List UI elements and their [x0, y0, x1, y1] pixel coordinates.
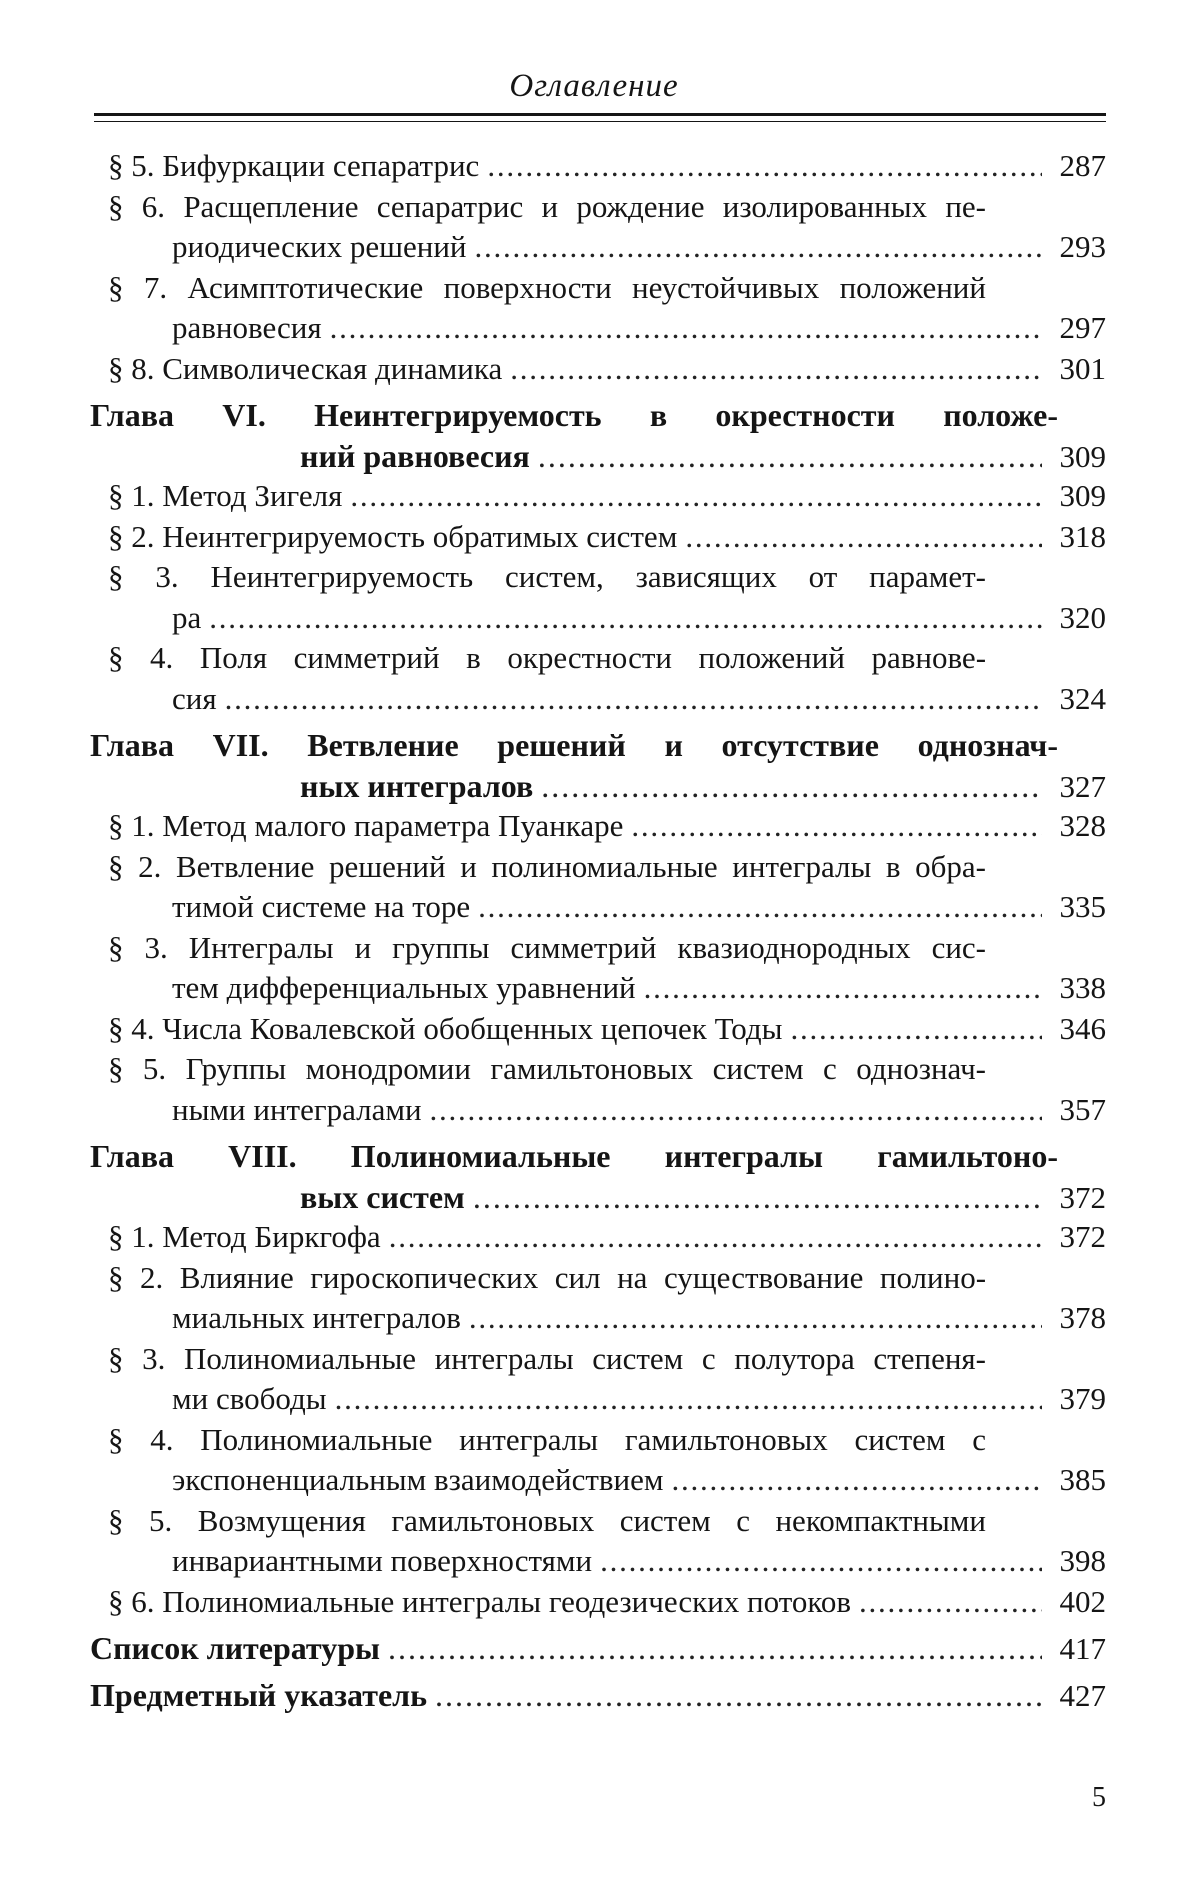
toc-chapter-entry — [0, 1136, 1200, 1217]
toc-entry-title — [172, 1298, 461, 1339]
toc-line — [0, 887, 1200, 928]
toc-entry-number: § 4. — [108, 1421, 174, 1457]
toc-entry-text: Расщепление сепаратрис и рождение изолированных пе- — [183, 188, 987, 224]
toc-line — [0, 395, 1200, 436]
toc-section-entry — [0, 847, 1200, 928]
table-of-contents — [0, 146, 1200, 1715]
toc-entry-text: Поля симметрий в окрестности положений равнове- — [199, 640, 987, 675]
dot-leader — [487, 146, 1042, 187]
toc-entry-title — [300, 766, 533, 807]
toc-line — [0, 1090, 1200, 1131]
toc-entry-title — [108, 847, 986, 888]
toc-entry-title — [108, 1217, 381, 1258]
toc-entry-title — [108, 928, 986, 969]
toc-entry-title — [300, 436, 530, 477]
toc-entry-number: § 4. — [108, 1010, 155, 1046]
toc-entry-text: Числа Ковалевской обобщенных цепочек Тоды — [162, 1010, 783, 1046]
toc-entry-title — [108, 146, 479, 187]
dot-leader — [430, 1090, 1042, 1131]
toc-entry-text: миальных интегралов — [172, 1300, 461, 1335]
dot-leader — [473, 1177, 1042, 1218]
toc-entry-text: ными интегралами — [172, 1091, 422, 1127]
toc-page-number: 417 — [1059, 1631, 1106, 1666]
toc-entry-title — [108, 349, 502, 390]
toc-entry-number: § 5. — [108, 1051, 167, 1086]
toc-entry-text: тем дифференциальных уравнений — [172, 970, 636, 1005]
toc-entry-text: Список литературы — [90, 1630, 380, 1666]
toc-entry-number: § 2. — [108, 1259, 164, 1295]
toc-entry-title — [172, 1379, 327, 1420]
dot-leader — [475, 227, 1043, 268]
toc-entry-title — [172, 1541, 592, 1582]
toc-line — [0, 1675, 1200, 1716]
toc-page-number: 427 — [1059, 1677, 1106, 1713]
dot-leader — [510, 349, 1042, 390]
toc-entry-title — [90, 1675, 427, 1716]
toc-section-entry — [0, 1339, 1200, 1420]
toc-entry-number: § 5. — [108, 1502, 173, 1538]
dot-leader — [478, 887, 1042, 928]
toc-entry-text: Бифуркации сепаратрис — [162, 148, 480, 183]
toc-page-number: 287 — [1059, 148, 1106, 183]
toc-line — [0, 806, 1200, 847]
toc-entry-text: Неинтегрируемость обратимых систем — [162, 518, 678, 554]
toc-entry-title — [108, 557, 986, 598]
toc-entry-title — [172, 968, 636, 1009]
toc-entry-title — [108, 1009, 782, 1050]
dot-leader — [335, 1379, 1042, 1420]
toc-line — [0, 1628, 1200, 1669]
toc-entry-number: § 3. — [108, 1340, 166, 1376]
toc-page-number: 372 — [1059, 1219, 1106, 1254]
toc-page-number: 357 — [1059, 1091, 1106, 1127]
toc-section-entry — [0, 349, 1200, 390]
toc-entry-text: Полиномиальные интегралы геодезических потоков — [162, 1583, 851, 1619]
dot-leader — [685, 517, 1042, 558]
dot-leader — [600, 1541, 1042, 1582]
toc-entry-title — [108, 517, 677, 558]
toc-section-entry — [0, 1582, 1200, 1623]
toc-line — [0, 1009, 1200, 1050]
dot-leader — [631, 806, 1042, 847]
dot-leader — [469, 1298, 1042, 1339]
toc-entry-title — [108, 806, 623, 847]
toc-line — [0, 517, 1200, 558]
toc-line — [0, 1049, 1200, 1090]
toc-entry-text: тимой системе на торе — [172, 889, 471, 924]
toc-page-number: 385 — [1059, 1462, 1106, 1497]
toc-entry-number: § 2. — [108, 848, 162, 884]
toc-entry-text: сия — [172, 680, 217, 716]
toc-entry-number: Глава VII. — [90, 727, 269, 763]
toc-entry-title — [90, 725, 1058, 766]
toc-section-entry — [0, 146, 1200, 187]
toc-entry-number: § 7. — [108, 269, 168, 305]
toc-section-entry — [0, 268, 1200, 349]
toc-entry-title — [108, 1258, 986, 1299]
toc-entry-title — [108, 1582, 851, 1623]
toc-section-entry — [0, 517, 1200, 558]
dot-leader — [541, 766, 1042, 807]
toc-section-entry — [0, 1258, 1200, 1339]
toc-entry-text: ра — [172, 599, 202, 635]
toc-entry-text: Неинтегрируемость систем, зависящих от парамет- — [210, 559, 987, 594]
toc-line — [0, 1217, 1200, 1258]
toc-section-entry — [0, 638, 1200, 719]
toc-entry-text: Полиномиальные интегралы гамильтоно- — [350, 1138, 1058, 1174]
toc-line — [0, 1501, 1200, 1542]
toc-line — [0, 1177, 1200, 1218]
toc-line — [0, 1460, 1200, 1501]
toc-entry-text: Ветвление решений и отсутствие однознач- — [307, 727, 1059, 763]
toc-entry-text: Символическая динамика — [162, 350, 503, 386]
dot-leader — [209, 598, 1042, 639]
toc-entry-text: Неинтегрируемость в окрестности положе- — [314, 397, 1059, 433]
toc-entry-number: § 8. — [108, 350, 155, 386]
dot-leader — [790, 1009, 1042, 1050]
toc-entry-text: Метод малого параметра Пуанкаре — [162, 808, 624, 843]
toc-entry-title — [108, 476, 342, 517]
toc-entry-number: § 6. — [108, 188, 166, 224]
toc-entry-number: § 3. — [108, 559, 179, 594]
toc-line — [0, 847, 1200, 888]
toc-entry-text: Полиномиальные интегралы гамильтоновых систем с — [200, 1421, 987, 1457]
toc-page-number: 327 — [1059, 768, 1106, 804]
toc-section-entry — [0, 476, 1200, 517]
toc-page-number: 297 — [1059, 310, 1106, 345]
toc-entry-title — [108, 1501, 986, 1542]
toc-entry-title — [172, 1460, 663, 1501]
toc-entry-text: Влияние гироскопических сил на существование полино- — [179, 1259, 987, 1295]
toc-line — [0, 638, 1200, 679]
toc-page-number: 328 — [1059, 808, 1106, 843]
toc-chapter-entry — [0, 1628, 1200, 1669]
toc-line — [0, 766, 1200, 807]
toc-page-number: 398 — [1059, 1543, 1106, 1578]
toc-line — [0, 1420, 1200, 1461]
toc-entry-text: Метод Зигеля — [162, 478, 343, 513]
toc-entry-text: Полиномиальные интегралы систем с полутора степеня- — [183, 1340, 987, 1376]
toc-page-number: 301 — [1059, 350, 1106, 386]
toc-entry-number: § 1. — [108, 478, 155, 513]
toc-entry-text: Асимптотические поверхности неустойчивых положений — [187, 269, 986, 305]
toc-entry-title — [108, 1049, 986, 1090]
toc-line — [0, 1136, 1200, 1177]
toc-page-number: 402 — [1059, 1583, 1106, 1619]
toc-entry-number: Глава VI. — [90, 397, 266, 433]
dot-leader — [538, 436, 1042, 477]
toc-entry-title — [108, 1420, 986, 1461]
toc-entry-text: Интегралы и группы симметрий квазиоднородных сис- — [188, 929, 987, 965]
toc-entry-number: Глава VIII. — [90, 1138, 297, 1174]
toc-line — [0, 187, 1200, 228]
toc-section-entry — [0, 557, 1200, 638]
toc-entry-title — [108, 1339, 986, 1380]
toc-line — [0, 1582, 1200, 1623]
toc-entry-title — [90, 1136, 1058, 1177]
toc-section-entry — [0, 1501, 1200, 1582]
toc-section-entry — [0, 1049, 1200, 1130]
toc-entry-text: ных интегралов — [300, 767, 534, 804]
toc-page-number: 324 — [1059, 680, 1106, 716]
toc-line — [0, 268, 1200, 309]
page-number: 5 — [1092, 1782, 1106, 1813]
toc-entry-title — [172, 227, 467, 268]
toc-entry-text: Группы монодромии гамильтоновых систем с однознач- — [185, 1051, 986, 1086]
toc-entry-number: § 2. — [108, 518, 155, 554]
toc-line — [0, 1339, 1200, 1380]
toc-entry-title — [108, 268, 986, 309]
toc-entry-title — [172, 1090, 422, 1131]
toc-entry-title — [108, 187, 986, 228]
toc-page-number: 372 — [1059, 1179, 1106, 1215]
toc-line — [0, 1298, 1200, 1339]
toc-entry-title — [172, 308, 322, 349]
toc-page-number: 318 — [1059, 518, 1106, 554]
toc-entry-text: Возмущения гамильтоновых систем с некомпактными — [197, 1502, 987, 1538]
toc-chapter-entry — [0, 1675, 1200, 1716]
dot-leader — [225, 679, 1042, 720]
toc-entry-title — [172, 679, 217, 720]
running-title: Оглавление — [509, 68, 679, 104]
toc-line — [0, 476, 1200, 517]
toc-page-number: 335 — [1059, 889, 1106, 924]
toc-line — [0, 349, 1200, 390]
toc-line — [0, 1541, 1200, 1582]
toc-section-entry — [0, 1217, 1200, 1258]
toc-entry-text: экспоненциальным взаимодействием — [172, 1462, 664, 1497]
toc-page-number: 293 — [1059, 229, 1106, 264]
toc-page-number: 309 — [1059, 438, 1106, 474]
toc-entry-text: Ветвление решений и полиномиальные интегралы в обра- — [175, 848, 987, 884]
toc-line — [0, 1258, 1200, 1299]
dot-leader — [644, 968, 1042, 1009]
toc-entry-text: равновесия — [172, 310, 322, 345]
toc-section-entry — [0, 187, 1200, 268]
toc-line — [0, 725, 1200, 766]
toc-entry-title — [108, 638, 986, 679]
toc-section-entry — [0, 1420, 1200, 1501]
toc-page-number: 379 — [1059, 1381, 1106, 1416]
toc-line — [0, 308, 1200, 349]
dot-leader — [389, 1217, 1042, 1258]
toc-line — [0, 679, 1200, 720]
toc-chapter-entry — [0, 395, 1200, 476]
toc-line — [0, 968, 1200, 1009]
dot-leader — [859, 1582, 1042, 1623]
dot-leader — [671, 1460, 1042, 1501]
toc-entry-title — [172, 887, 470, 928]
toc-entry-title — [300, 1177, 465, 1218]
toc-entry-title — [172, 598, 201, 639]
toc-section-entry — [0, 1009, 1200, 1050]
toc-entry-text: ми свободы — [172, 1381, 327, 1416]
toc-page-number: 378 — [1059, 1300, 1106, 1335]
toc-page-number: 346 — [1059, 1010, 1106, 1046]
dot-leader — [388, 1628, 1042, 1669]
toc-entry-text: Метод Биркгофа — [162, 1219, 381, 1254]
header-rule-thick — [94, 113, 1106, 116]
toc-line — [0, 557, 1200, 598]
toc-section-entry — [0, 806, 1200, 847]
toc-line — [0, 928, 1200, 969]
toc-entry-title — [90, 1628, 380, 1669]
toc-chapter-entry — [0, 725, 1200, 806]
toc-entry-text: вых систем — [300, 1178, 465, 1215]
toc-line — [0, 146, 1200, 187]
toc-line — [0, 227, 1200, 268]
toc-section-entry — [0, 928, 1200, 1009]
toc-entry-number: § 5. — [108, 148, 155, 183]
toc-line — [0, 436, 1200, 477]
toc-entry-text: Предметный указатель — [90, 1676, 428, 1713]
toc-entry-text: инвариантными поверхностями — [172, 1543, 593, 1578]
toc-entry-number: § 3. — [108, 929, 168, 965]
toc-line — [0, 598, 1200, 639]
toc-line — [0, 1379, 1200, 1420]
toc-page-number: 338 — [1059, 970, 1106, 1005]
toc-entry-number: § 1. — [108, 808, 155, 843]
toc-page-number: 320 — [1059, 599, 1106, 635]
dot-leader — [435, 1675, 1042, 1716]
toc-entry-number: § 1. — [108, 1219, 155, 1254]
toc-entry-number: § 6. — [108, 1583, 155, 1619]
toc-entry-text: ний равновесия — [300, 437, 530, 474]
toc-entry-number: § 4. — [108, 640, 174, 675]
toc-entry-text: риодических решений — [172, 229, 467, 264]
dot-leader — [330, 308, 1042, 349]
dot-leader — [350, 476, 1042, 517]
header-rule-thin — [94, 121, 1106, 122]
toc-entry-title — [90, 395, 1058, 436]
toc-page-number: 309 — [1059, 478, 1106, 513]
